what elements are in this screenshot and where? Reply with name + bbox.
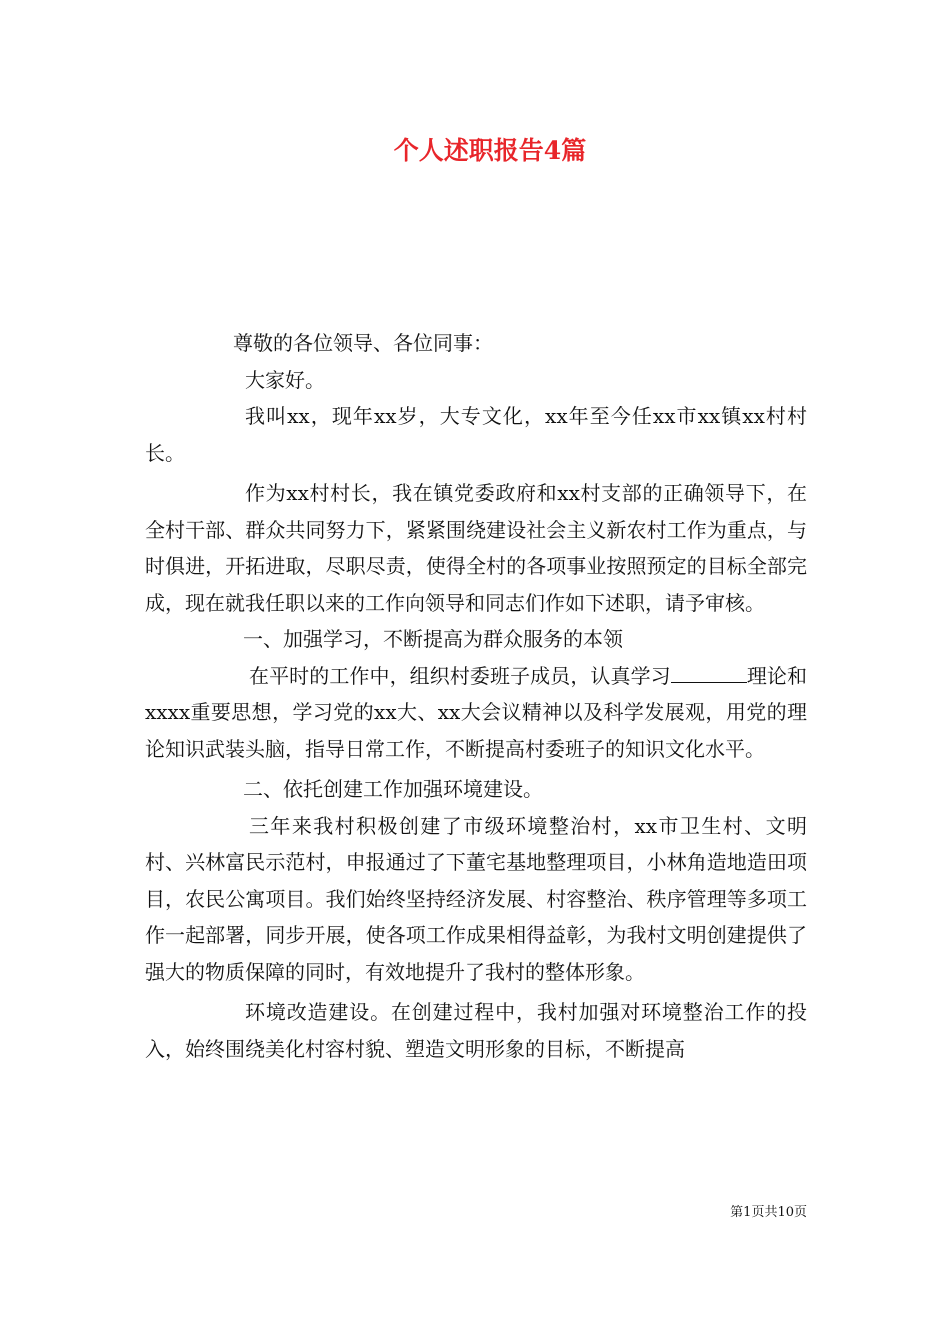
study-text-after-blank: 理论和xxxx重要思想，学习党的xx大、xx大会议精神以及科学发展观，用党的理论知识武装头脑，指导日常工作，不断提高村委班子的知识文化水平。	[145, 663, 808, 761]
document-body	[145, 325, 807, 1067]
paragraph-intro: 我叫xx，现年xx岁，大专文化，xx年至今任xx市xx镇xx村村长。	[145, 404, 807, 465]
section-heading-2: 二、依托创建工作加强环境建设。	[243, 777, 543, 801]
document-title: 个人述职报告4篇	[393, 136, 587, 165]
paragraph-overview: 作为xx村村长，我在镇党委政府和xx村支部的正确领导下，在全村干部、群众共同努力下，紧紧围绕建设社会主义新农村工作为重点，与时俱进，开拓进取，尽职尽责，使得全村的各项事业按照预定的目标全部完成，现在就我任职以来的工作向领导和同志们作如下述职，请予审核。	[145, 481, 807, 615]
study-text-before-blank: 在平时的工作中，组织村委班子成员，认真学习	[249, 663, 671, 688]
greeting: 大家好。	[245, 367, 325, 392]
fill-in-blank	[671, 664, 747, 683]
paragraph-creation: 三年来我村积极创建了市级环境整治村，xx市卫生村、文明村、兴林富民示范村，申报通过了下董宅基地整理项目，小林角造地造田项目，农民公寓项目。我们始终坚持经济发展、村容整治、秩序管理等多项工作一起部署，同步开展，使各项工作成果相得益彰，为我村文明创建提供了强大的物质保障的同时，有效地提升了我村的整体形象。	[145, 813, 807, 984]
page-number-footer: 第1页共10页	[730, 1205, 807, 1220]
salutation: 尊敬的各位领导、各位同事：	[233, 331, 493, 355]
paragraph-environment: 环境改造建设。在创建过程中，我村加强对环境整治工作的投入，始终围绕美化村容村貌、塑造文明形象的目标，不断提高	[145, 1000, 807, 1061]
paragraph-study	[145, 658, 807, 768]
section-heading-1: 一、加强学习，不断提高为群众服务的本领	[243, 627, 623, 651]
